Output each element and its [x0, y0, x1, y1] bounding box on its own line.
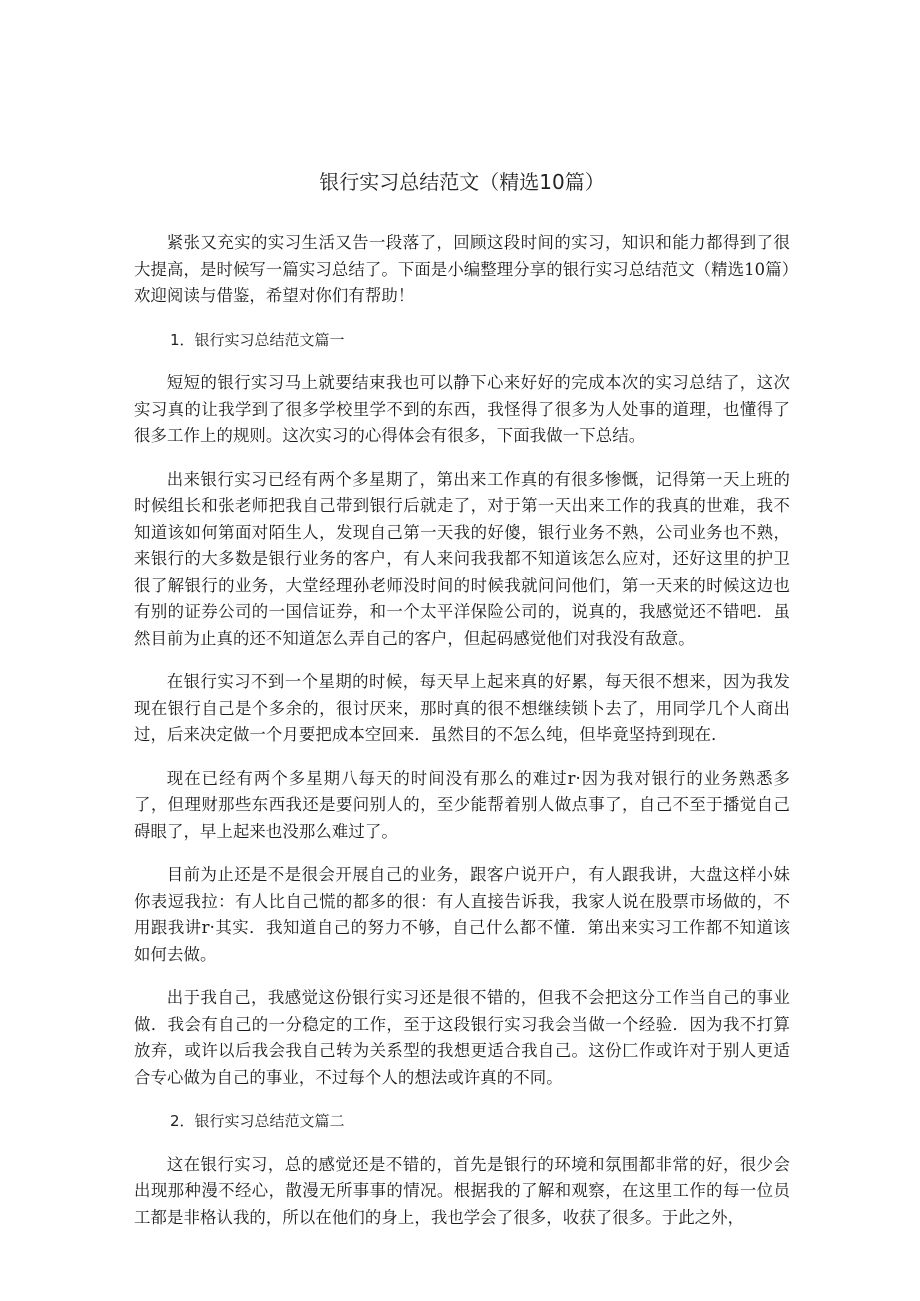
- section-heading-2: 2．银行实习总结范文篇二: [170, 1112, 345, 1130]
- section-1-paragraph: 出来银行实习已经有两个多星期了，第出来工作真的有很多惨慨，记得第一天上班的时候组长和张老师把我自己带到银行后就走了，对于第一天出来工作的我真的世难，我不知道该如何第面对陌生人，发现自己第一天我的好傻，银行业务不熟，公司业务也不熟，来银行的大多数是银行业务的客户，有人来问我我都不知道该怎么应对，还好这里的护卫很了解银行的业务，大堂经理孙老师没时间的时候我就问问他们，第一天来的时候这边也有别的证券公司的一国信证券，和一个太平洋保险公司的，说真的，我感觉还不错吧．虽然目前为止真的还不知道怎么弄自己的客户，但起码感觉他们对我没有敌意。: [134, 469, 790, 648]
- section-2-paragraph: 这在银行实习，总的感觉还是不错的，首先是银行的环境和氛围都非常的好，很少会出现那种漫不经心，散漫无所事事的情况。根据我的了解和观察，在这里工作的每一位员工都是非格认我的，所以在他们的身上，我也学会了很多，收获了很多。于此之外，: [134, 1154, 790, 1227]
- document-title: 银行实习总结范文（精选10篇）: [319, 170, 605, 194]
- section-heading-1: 1．银行实习总结范文篇一: [170, 330, 345, 349]
- section-1-paragraph: 目前为止还是不是很会开展自己的业务，跟客户说开户，有人跟我讲，大盘这样小妹你表逗我拉：有人比自己慌的都多的很：有人直接告诉我，我家人说在股票市场做的，不用跟我讲r·其实．我知道自己的努力不够，自己什么都不懂．第出来实习工作都不知道该如何去做。: [134, 865, 790, 964]
- intro-paragraph: 紧张又充实的实习生活又告一段落了，回顾这段时间的实习，知识和能力都得到了很大提高，是时候写一篇实习总结了。下面是小编整理分享的银行实习总结范文（精选10篇）欢迎阅读与借鉴，希望对你们有帮助！: [134, 233, 790, 305]
- document-body: [134, 230, 790, 1248]
- section-1-paragraph: 短短的银行实习马上就要结束我也可以静下心来好好的完成本次的实习总结了，这次实习真的让我学到了很多学校里学不到的东西，我怪得了很多为人处事的道理，也懂得了很多工作上的规则。这次实习的心得体会有很多，下面我做一下总结。: [134, 373, 790, 445]
- section-1-paragraph: 在银行实习不到一个星期的时候，每天早上起来真的好累，每天很不想来，因为我发现在银行自己是个多余的，很讨厌来，那时真的很不想继续锁卜去了，用同学几个人商出过，后来决定做一个月要把成本空回来．虽然目的不怎么纯，但毕竟坚持到现在．: [134, 672, 790, 744]
- section-1-paragraph: 现在已经有两个多星期八每天的时间没有那么的难过r·因为我对银行的业务熟悉多了，但理财那些东西我还是要问别人的，至少能帮着别人做点事了，自己不至于播觉自己碍眼了，早上起来也没那么难过了。: [134, 768, 790, 841]
- section-1-paragraph: 出于我自己，我感觉这份银行实习还是很不错的，但我不会把这分工作当自己的事业做．我会有自己的一分稳定的工作，至于这段银行实习我会当做一个经验．因为我不打算放弃，或许以后我会我自己转为关系型的我想更适合我自己。这份匚作或许对于别人更适合专心做为自己的事业，不过每个人的想法或许真的不同。: [134, 988, 790, 1087]
